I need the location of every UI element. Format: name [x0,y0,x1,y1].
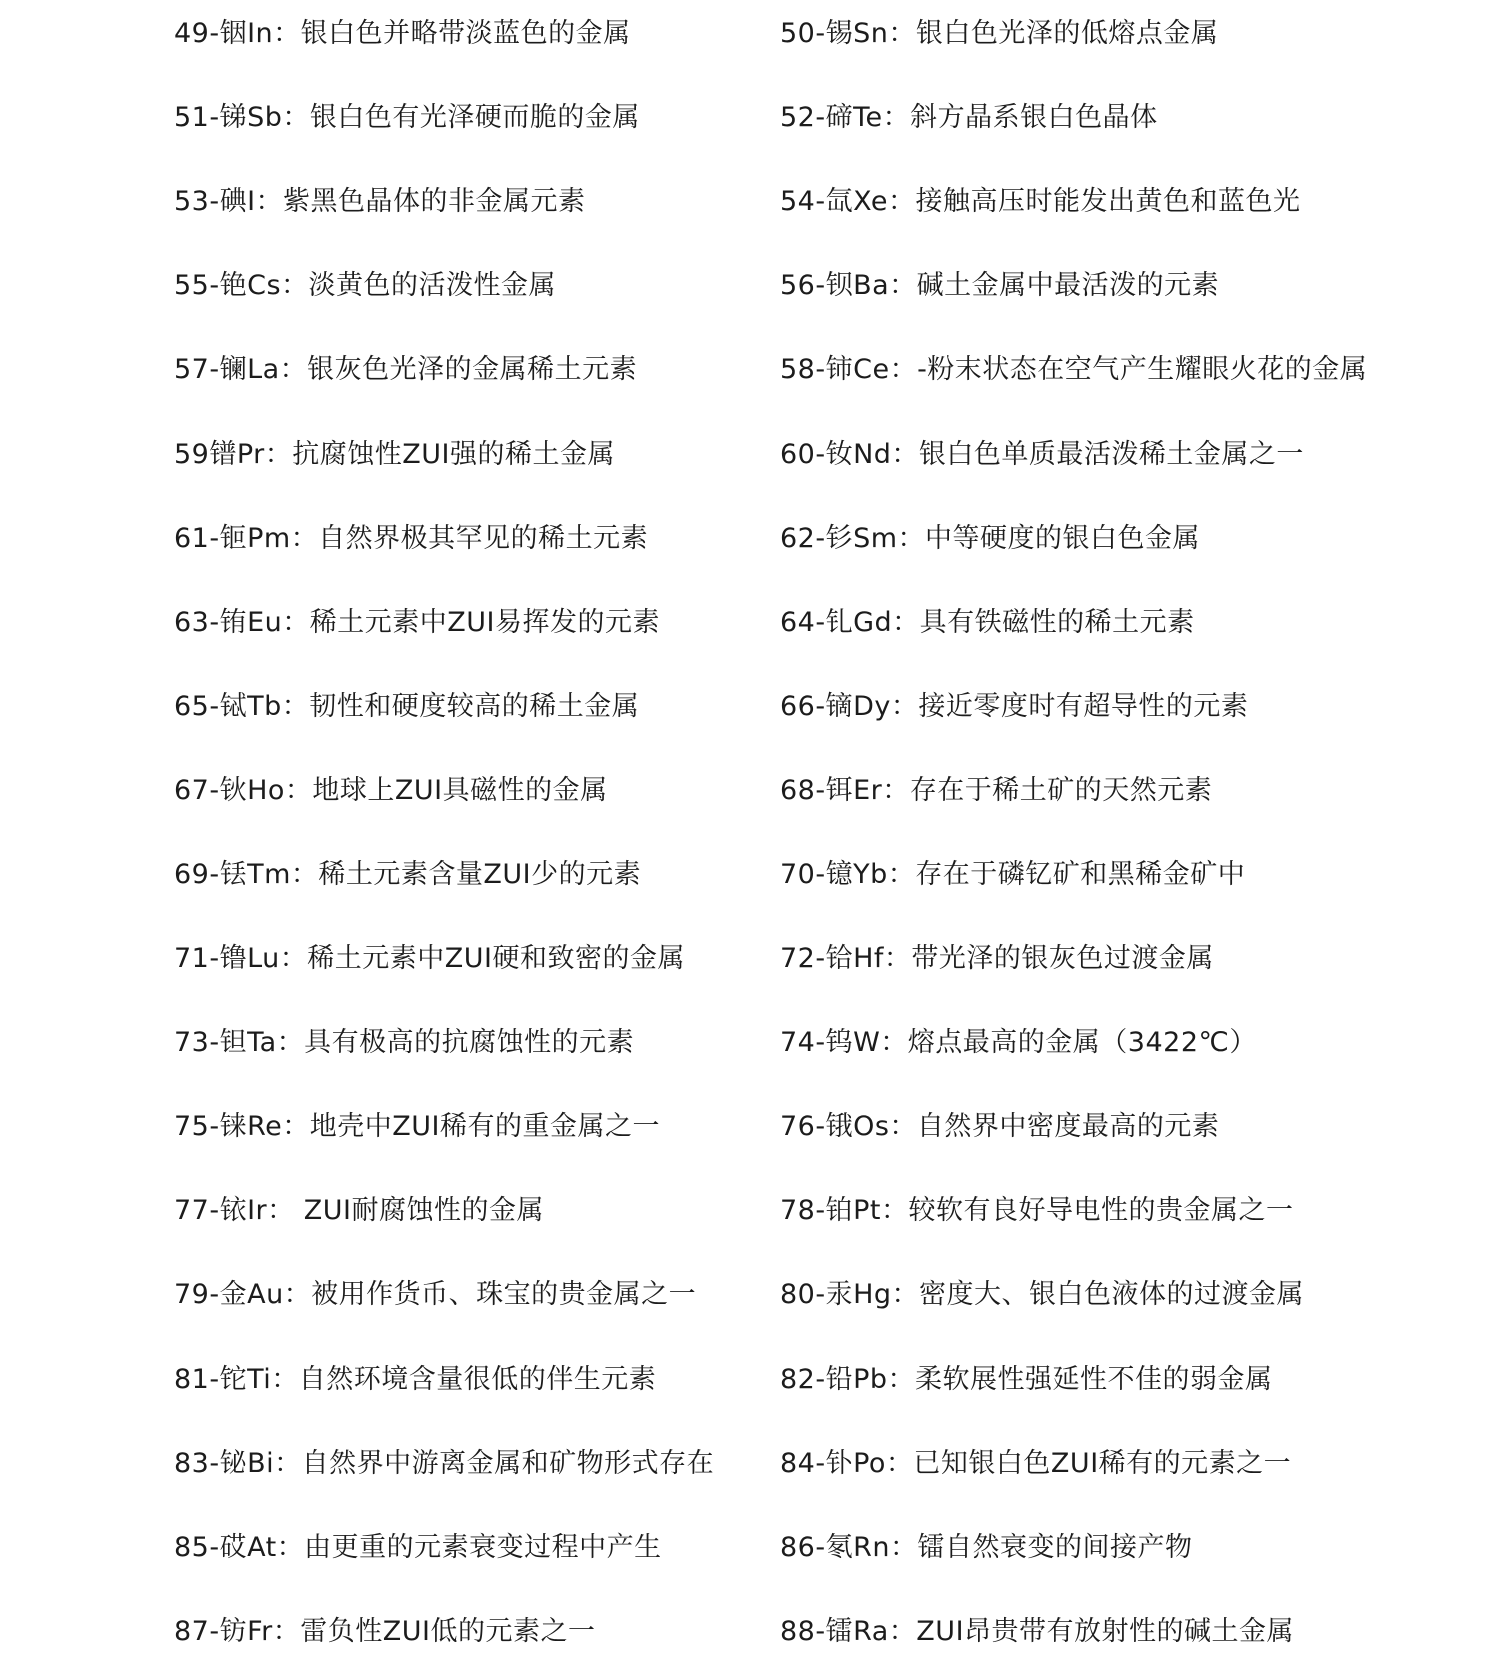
element-entry-53: 53-碘I：紫黑色晶体的非金属元素 [174,186,586,218]
element-entry-77: 77-铱Ir： ZUI耐腐蚀性的金属 [174,1195,544,1227]
element-entry-55: 55-铯Cs：淡黄色的活泼性金属 [174,270,557,302]
element-entry-88: 88-镭Ra：ZUI昂贵带有放射性的碱土金属 [780,1615,1295,1647]
element-entry-61: 61-钷Pm：自然界极其罕见的稀土元素 [174,522,649,554]
element-entry-72: 72-铪Hf：带光泽的银灰色过渡金属 [780,943,1214,975]
element-entry-81: 81-铊Ti：自然环境含量很低的伴生元素 [174,1363,657,1395]
element-entry-58: 58-铈Ce：-粉末状态在空气产生耀眼火花的金属 [780,354,1368,386]
element-entry-49: 49-铟In：银白色并略带淡蓝色的金属 [174,18,631,50]
element-entry-85: 85-砹At：由更重的元素衰变过程中产生 [174,1531,662,1563]
element-entry-67: 67-钬Ho：地球上ZUI具磁性的金属 [174,774,608,806]
element-entry-73: 73-钽Ta：具有极高的抗腐蚀性的元素 [174,1027,635,1059]
element-entry-62: 62-钐Sm：中等硬度的银白色金属 [780,522,1201,554]
element-entry-78: 78-铂Pt：较软有良好导电性的贵金属之一 [780,1195,1294,1227]
element-entry-66: 66-镝Dy：接近零度时有超导性的元素 [780,690,1249,722]
element-grid [174,0,1474,1674]
element-entry-56: 56-钡Ba：碱土金属中最活泼的元素 [780,270,1220,302]
element-entry-71: 71-镥Lu：稀土元素中ZUI硬和致密的金属 [174,943,686,975]
element-entry-74: 74-钨W：熔点最高的金属（3422℃） [780,1027,1257,1059]
element-entry-84: 84-钋Po：已知银白色ZUI稀有的元素之一 [780,1447,1292,1479]
element-entry-54: 54-氙Xe：接触高压时能发出黄色和蓝色光 [780,186,1301,218]
element-entry-68: 68-铒Er：存在于稀土矿的天然元素 [780,774,1213,806]
element-entry-59: 59镨Pr：抗腐蚀性ZUI强的稀土金属 [174,438,615,470]
element-entry-57: 57-镧La：银灰色光泽的金属稀土元素 [174,354,638,386]
element-entry-82: 82-铅Pb：柔软展性强延性不佳的弱金属 [780,1363,1273,1395]
element-entry-76: 76-锇Os：自然界中密度最高的元素 [780,1111,1220,1143]
element-entry-50: 50-锡Sn：银白色光泽的低熔点金属 [780,18,1219,50]
element-entry-80: 80-汞Hg：密度大、银白色液体的过渡金属 [780,1279,1305,1311]
element-entry-65: 65-铽Tb：韧性和硬度较高的稀土金属 [174,690,640,722]
element-entry-83: 83-铋Bi：自然界中游离金属和矿物形式存在 [174,1447,715,1479]
element-entry-63: 63-铕Eu：稀土元素中ZUI易挥发的元素 [174,606,660,638]
element-entry-64: 64-钆Gd：具有铁磁性的稀土元素 [780,606,1195,638]
element-entry-75: 75-铼Re：地壳中ZUI稀有的重金属之一 [174,1111,660,1143]
element-entry-52: 52-碲Te：斜方晶系银白色晶体 [780,102,1158,134]
element-entry-79: 79-金Au：被用作货币、珠宝的贵金属之一 [174,1279,697,1311]
element-entry-86: 86-氡Rn：镭自然衰变的间接产物 [780,1531,1193,1563]
element-entry-69: 69-铥Tm：稀土元素含量ZUI少的元素 [174,858,642,890]
element-entry-51: 51-锑Sb：银白色有光泽硬而脆的金属 [174,102,640,134]
element-entry-60: 60-钕Nd：银白色单质最活泼稀土金属之一 [780,438,1304,470]
element-entry-70: 70-镱Yb：存在于磷钇矿和黑稀金矿中 [780,858,1246,890]
element-entry-87: 87-钫Fr：雷负性ZUI低的元素之一 [174,1615,596,1647]
